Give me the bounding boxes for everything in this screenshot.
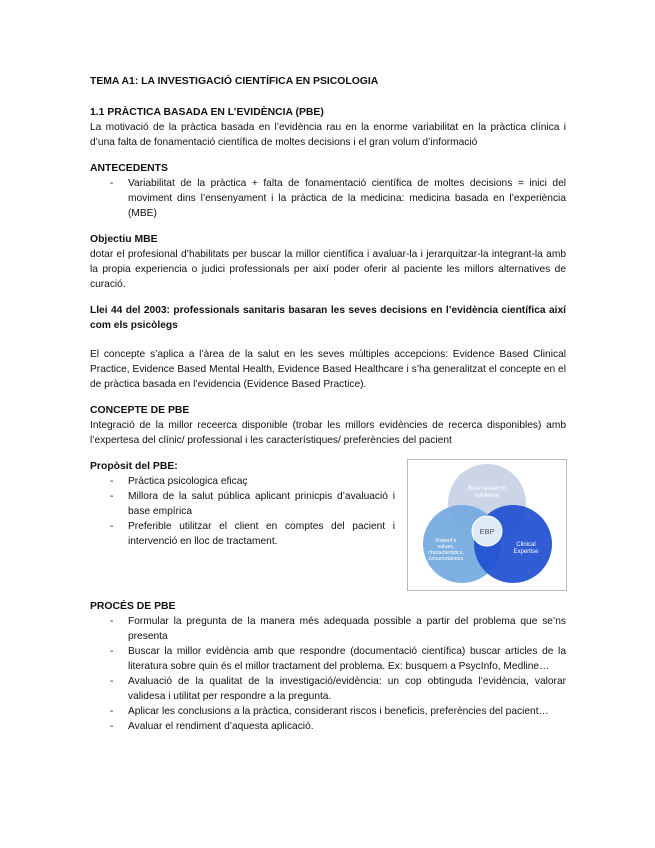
list-item: - Millora de la salut pública aplicant prinicpis d’avaluació i base empírica (90, 489, 395, 519)
section-heading-pbe: 1.1 PRÀCTICA BASADA EN L’EVIDÈNCIA (PBE) (90, 107, 324, 118)
pbe-intro-paragraph: La motivació de la pràctica basada en l’evidència rau en la enorme variabilitat en la pràctica clínica i d’una falta de fonamentació científica de moltes decisions i el gran volum d’informació (90, 122, 566, 148)
objectiu-heading: Objectiu MBE (90, 234, 158, 245)
list-item: - Buscar la millor evidència amb que respondre (documentació científica) buscar articles de la literatura sobre quin és el millor tractament del problema. Ex: busquem a PsycInfo, Medline… (90, 644, 566, 674)
proposit-heading: Propòsit del PBE: (90, 461, 178, 472)
list-item: - Variabilitat de la pràctica + falta de fonamentació científica de moltes decisions = inici del moviment dins l’ensenyament i la pràctica de la medicina: medicina basada en l’experiència (MBE) (90, 176, 566, 221)
venn-label-top-line1: Best research (467, 485, 507, 492)
list-item: - Avaluació de la qualitat de la investigació/evidència: un cop obtinguda l’evidència, valorar validesa i utilitat per respondre a la pregunta. (90, 674, 566, 704)
list-item: - Preferible utilitzar el client en comptes del pacient i intervenció en lloc de tractament. (90, 519, 395, 549)
antecedents-list (90, 176, 566, 221)
venn-label-left-line4: circumstances (428, 556, 464, 562)
document-page (90, 74, 566, 734)
proces-list (90, 614, 566, 734)
list-item: - Aplicar les conclusions a la pràctica, considerant riscos i beneficis, preferències del pacient… (90, 704, 566, 719)
proces-heading: PROCÉS DE PBE (90, 601, 176, 612)
venn-label-left-line2: values, (437, 544, 455, 550)
antecedents-heading: ANTECEDENTS (90, 163, 168, 174)
venn-label-left-line1: Patient’s (435, 538, 457, 544)
concepte-intro-paragraph: El concepte s’aplica a l’àrea de la salut en les seves múltiples accepcions: Evidence Based Clinical Practice, Evidence Based Mental Health, Evidence Based Healthcare i s’ha generalitzat el concepte en el de pràctica basada en l’evidencia (Evidence Based Practice). (90, 349, 566, 390)
llei-paragraph: Llei 44 del 2003: professionals sanitaris basaran les seves decisions en l’evidència científica així com els psicòlegs (90, 305, 566, 331)
list-item: - Formular la pregunta de la manera més adequada possible a partir del problema que se’ns presenta (90, 614, 566, 644)
document-title: TEMA A1: LA INVESTIGACIÓ CIENTÍFICA EN PSICOLOGIA (90, 76, 379, 87)
concepte-heading: CONCEPTE DE PBE (90, 405, 190, 416)
concepte-paragraph: Integració de la millor receerca disponible (trobar les millors evidències de recerca disponibles) amb l’expertesa del clínic/ professional i les característiques/ preferències del pacient (90, 420, 566, 446)
proposit-section (90, 459, 566, 591)
ebp-venn-diagram (407, 459, 567, 591)
proposit-list (90, 474, 395, 549)
venn-label-right-line2: Expertise (513, 549, 539, 555)
venn-label-right-line1: Clinical (516, 542, 536, 548)
venn-label-top-line2: evidence (474, 492, 500, 499)
objectiu-paragraph: dotar el profesional d’habilitats per buscar la millor científica i avaluar-la i jerarquitzar-la integrant-la amb la propia experiencia o judici professionals per així poder oferir al paciente les millors alternatives de curació. (90, 249, 566, 290)
list-item: - Avaluar el rendiment d’aquesta aplicació. (90, 719, 566, 734)
list-item: - Pràctica psicologica eficaç (90, 474, 395, 489)
venn-label-center: EBP (479, 527, 495, 536)
venn-label-left-line3: characteristics, (428, 550, 464, 556)
ebp-venn-svg (408, 460, 566, 590)
